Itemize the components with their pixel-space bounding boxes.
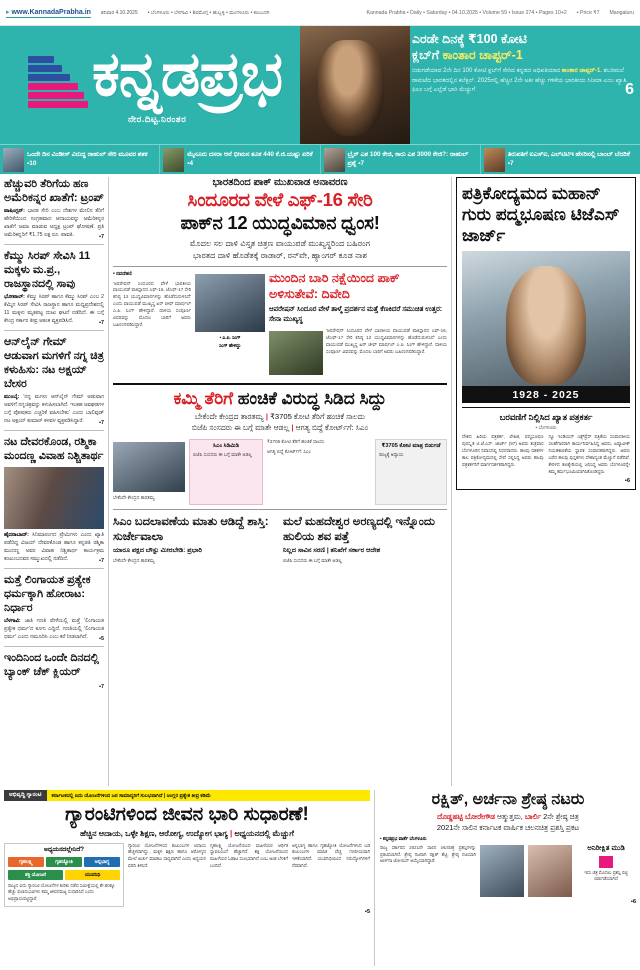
- awards-sidebar-body: ಇದು ಚಿತ್ರ ಮೊದಲು ಪ್ರಶಸ್ತಿ ಪಟ್ಟಿ ಬಿಡುಗಡೆಯಾಗಿದೆ: [584, 869, 628, 882]
- story-headline: ನಟ ದೇವರಕೊಂಡ, ರಶ್ಮಿಕಾ ಮಂದಣ್ಣ ವಿವಾಹ ನಿಶ್ಚಿತಾರ್ಥ: [4, 435, 104, 463]
- teaser-item[interactable]: ಮೈಸೂರು ದಸರಾ ಆನೆ ಭೀಮನ ತೂಕ 440 ಕೆ.ಜಿ.ಯಷ್ಟು ಏರಿಕೆ ▪4: [160, 145, 320, 174]
- story-page: 7: [101, 233, 104, 240]
- obituary-headline: ಪತ್ರಿಕೋದ್ಯಮದ ಮಹಾನ್ ಗುರು ಪದ್ಮಭೂಷಣ ಟಿಜೆಎಸ್ ಜಾರ್ಜ್: [462, 184, 620, 246]
- pink-box-title: ಸಿಎಂ ಸಿಡಿಮಿಡಿ: [213, 443, 239, 450]
- guarantee-page-ref: ▪5: [364, 908, 370, 915]
- obituary-block[interactable]: [456, 177, 636, 490]
- edition-place: Mangaluru: [609, 9, 634, 16]
- issue-meta: Kannada Prabha • Daily • Saturday • 04.10.2025 • Volume 59 • Issue 274 • Pages 10+2: [366, 9, 567, 16]
- lead-subhead-2: ಭಾರತದ ದಾಳಿ ಹೊಡೆತಕ್ಕೆ ರಾಡಾರ್, ರನ್‌ವೇ, ಹ್ಯಾಂಗರ್ ಕೂಡ ನಾಶ: [192, 251, 368, 261]
- lead-headline[interactable]: [113, 189, 447, 234]
- teaser-strip: [0, 144, 640, 174]
- cm-photo: [113, 442, 185, 492]
- awards-headline: ರಕ್ಷಿತ್, ಅರ್ಚನಾ ಶ್ರೇಷ್ಠ ನಟರು: [431, 791, 585, 808]
- teaser-page: 7: [360, 159, 365, 167]
- survey-text-columns: [128, 843, 370, 907]
- twin-headlines: [113, 515, 447, 568]
- sub-c: ಬಿಜೆಪಿ ಸಂಸದರು ಈ ಬಗ್ಗೆ ಮಾತೇ ಆಡಲ್ಲ: [191, 423, 290, 433]
- story-dateline: ಹೈದರಾಬಾದ್:: [4, 532, 29, 539]
- guarantee-story[interactable]: [4, 790, 370, 966]
- story-body: ಕೆಮ್ಮು ಸಿರಪ್ ಹಾಗೂ ಕೆಮ್ಮು ಸಿರಪ್ ಎಂಬ 2 ಕೆಮ್ಮಿನ ಸಿರಪ್ ಸೇವಿಸಿ ರಾಜಸ್ಥಾನ ಹಾಗೂ ಮಧ್ಯಪ್ರದೇಶದಲ್ಲಿ 11 ಮಕ್ಕಳು ಮೃತಪಟ್ಟ ದುಃಖ ಘಟನೆ ನಡೆದಿದೆ. ಈ ಬಗ್ಗೆ ಕೇಂದ್ರ ಸರ್ಕಾರ ತೀವ್ರ ಆತಂಕ ವ್ಯಕ್ತಪಡಿಸಿದೆ.: [4, 294, 104, 324]
- obituary-portrait: [462, 251, 630, 403]
- guarantee-headline: ಗ್ಯಾರಂಟಿಗಳಿಂದ ಜೀವನ ಭಾರಿ ಸುಧಾರಣೆ!: [65, 804, 309, 825]
- awards-sidebar: [576, 845, 636, 897]
- story-dateline: ಮುಂಬೈ:: [4, 394, 20, 401]
- left-story[interactable]: ಇಂದಿನಿಂದ ಒಂದೇ ದಿನದಲ್ಲಿ ಬ್ಯಾಂಕ್ ಚೆಕ್ ಕ್ಲಿಯರ್ ▪7: [4, 651, 104, 691]
- left-story[interactable]: ಹೆಚ್ಚುವರಿ ತೆರಿಗೆಯ ಹಣ ಅಮೆರಿಕನ್ನರ ಖಾತೆಗೆ: ಟ್ರಂಪ್ ವಾಷಿಂಗ್ಟನ್: ಭಾರತ ಸೇರಿ ಎಂಬ ದೇಶಗಳ ಮೇಲಿನ ತೆರಿಗೆ ಹೇರಿಕೆಯಿಂದ ಸಂಗ್ರಹವಾದ ಆದಾಯವನ್ನು ಅಮೆರಿಕನ್ನರ ಖಾತೆಗೆ ಜಮಾ ಮಾಡುವ ಅಧ್ಯಕ್ಷ ಟ್ರಂಪ್ ಘೋಷಣೆ. ಪ್ರತಿ ಅಮೆರಿಕನ್ನರಿಗೆ ₹1.75 ಲಕ್ಷ ರೂ. ಪಾವತಿ. ▪7: [4, 177, 104, 245]
- website-url[interactable]: ▸ www.KannadaPrabha.in: [6, 8, 91, 16]
- cm-photo-col: [113, 439, 185, 505]
- awards-subhead: [380, 812, 636, 833]
- main-content-grid: [0, 174, 640, 786]
- second-lead-black: ಹಂಚಿಕೆ ವಿರುದ್ಧ ಸಿಡಿದ ಸಿದ್ದು: [233, 388, 387, 408]
- teaser-item[interactable]: ಬ್ರೈಕ್ ಎಶ 100 ಕೇಜಿ, ಕಾರು ಎಶ 3000 ಕೇಜಿ?: ರಾಹುಲ್ ಪ್ರಶ್ನೆ ▪7: [321, 145, 481, 174]
- left-story[interactable]: ಮತ್ತೆ ಲಿಂಗಾಯತ ಪ್ರತ್ಯೇಕ ಧರ್ಮಕ್ಕಾಗಿ ಹೋರಾಟ: ನಿರ್ಧಾರ ಬೆಳಗಾವಿ: ಜಾತಿ ಗಣತಿ ವೇಳೆಯಲ್ಲಿ ಮತ್ತೆ 'ಲಿಂಗಾಯತ ಪ್ರತ್ಯೇಕ ಧರ್ಮ'ದ ಕೂಗು ಎದ್ದಿದೆ. ಗಣತಿಯಲ್ಲಿ 'ಲಿಂಗಾಯತ ಧರ್ಮ' ಎಂದು ನಮೂದಿಸಿ ಎಂಬ ಕರೆ ನೀಡಲಾಗಿದೆ. ▪5: [4, 573, 104, 647]
- story-body: ಭಾರತ ಸೇರಿ ಎಂಬ ದೇಶಗಳ ಮೇಲಿನ ತೆರಿಗೆ ಹೇರಿಕೆಯಿಂದ ಸಂಗ್ರಹವಾದ ಆದಾಯವನ್ನು ಅಮೆರಿಕನ್ನರ ಖಾತೆಗೆ ಜಮಾ ಮಾಡುವ ಅಧ್ಯಕ್ಷ ಟ್ರಂಪ್ ಘೋಷಣೆ. ಪ್ರತಿ ಅಮೆರಿಕನ್ನರಿಗೆ ₹1.75 ಲಕ್ಷ ರೂ. ಪಾವತಿ.: [4, 208, 104, 238]
- survey-col-1: ಗ್ಯಾರಂಟಿ ಯೋಜನೆಗಳಿಂದ ಕುಟುಂಬಗಳ ಆದಾಯ ಹೆಚ್ಚಳವಾಗಿದ್ದು, ಮಕ್ಕಳ ಶಿಕ್ಷಣ ಹಾಗೂ ಆರೋಗ್ಯದ ಮೇಲೆ ಖರ್ಚು ಮಾಡಲು ಸಾಧ್ಯವಾಗಿದೆ ಎಂದು ಅಧ್ಯಯನ ವರದಿ ತಿಳಿಸಿದೆ.: [128, 842, 206, 868]
- survey-col-2: ಗೃಹಲಕ್ಷ್ಮಿ ಯೋಜನೆಯಿಂದ ಮಹಿಳೆಯರ ಆರ್ಥಿಕ ಸ್ವಾವಲಂಬನೆ ಹೆಚ್ಚಾಗಿದೆ. ಶಕ್ತಿ ಯೋಜನೆಯಿಂದ ಮಹಿಳೆಯರ ಓಡಾಟ ಸುಲಭವಾಗಿದೆ ಎಂಬ ಅಂಶ ಬೆಳಕಿಗೆ ಬಂದಿದೆ.: [210, 842, 288, 868]
- obituary-byline: • ಬೆಂಗಳೂರು: [535, 426, 557, 432]
- promo-line-2a: ಕ್ಲಬ್‌ಗೆ: [412, 47, 443, 62]
- awards-byline: • ಕನ್ನಡಪ್ರಭ ವಾರ್ತೆ ಬೆಂಗಳೂರು: [380, 835, 427, 841]
- survey-box: [4, 843, 124, 907]
- scheme-chip: ಶಕ್ತಿ ಯೋಜನೆ: [8, 870, 63, 880]
- grey-callout-box: [375, 439, 447, 505]
- awards-sidebar-title: ಅನಿರೀಕ್ಷಿತ ಮುಡಿ: [587, 844, 625, 852]
- photo-caption: • ಎ.ಪಿ. ಸಿಂಗ್: [219, 334, 241, 340]
- awards-body: ರಾಜ್ಯ ಸರ್ಕಾರದ 2021ನೇ ಸಾಲಿನ ಚಲನಚಿತ್ರ ಪ್ರಶಸ್ತಿಗಳನ್ನು ಪ್ರಕಟಿಸಲಾಗಿದೆ. ಶ್ರೇಷ್ಠ ನಟನಾಗಿ ರಕ್ಷಿತ್ ಶೆಟ್ಟಿ, ಶ್ರೇಷ್ಠ ನಟಿಯಾಗಿ ಅರ್ಚನಾ ಜೋಯಿಸ್ ಆಯ್ಕೆಯಾಗಿದ್ದಾರೆ.: [380, 844, 476, 864]
- twin-headline-left: ಸಿಎಂ ಬದಲಾವಣೆಯ ಮಾತು ಆಡಿದ್ದೆ ಶಾಸ್ತಿ: ಸುರ್ಜೇವಾಲಾ: [113, 516, 269, 543]
- scheme-chip-row-2: [8, 870, 120, 880]
- teaser-page: 10: [29, 159, 37, 167]
- teaser-text: ಮೈಸೂರು ದಸರಾ ಆನೆ ಭೀಮನ ತೂಕ 440 ಕೆ.ಜಿ.ಯಷ್ಟು ಏರಿಕೆ: [187, 151, 313, 159]
- promo-line-1: ಎರಡೇ ದಿನಕ್ಕೆ ₹100 ಕೋಟಿ: [412, 32, 527, 46]
- second-lead-body-2: ಆಗತ್ಯ ಬಿದ್ದೆ ಕೋರ್ಟ್‌ಗೆ: ಸಿಎಂ: [267, 449, 311, 455]
- second-lead-body-col: [267, 439, 371, 505]
- second-lead-body: ₹3705 ಕೋಟಿ ತೆರಿಗೆ ಹಂಚಿಕೆ ಸಾಲದು: [267, 439, 325, 445]
- guarantee-badges: [4, 790, 370, 801]
- teaser-text: ತಿರುಪತಿಗೆ ಐಎಸ್‌ಐ, ಎಲ್‌ಟಿಟಿಇ ಹೆಸರಿನಲ್ಲಿ ಬಾಂಬ್ ಬೆದರಿಕೆ: [507, 151, 631, 159]
- section-divider: [113, 383, 447, 385]
- twin-story-right[interactable]: [283, 515, 447, 568]
- story-body: ಜಾತಿ ಗಣತಿ ವೇಳೆಯಲ್ಲಿ ಮತ್ತೆ 'ಲಿಂಗಾಯತ ಪ್ರತ್ಯೇಕ ಧರ್ಮ'ದ ಕೂಗು ಎದ್ದಿದೆ. ಗಣತಿಯಲ್ಲಿ 'ಲಿಂಗಾಯತ ಧರ್ಮ' ಎಂದು ನಮೂದಿಸಿ ಎಂಬ ಕರೆ ನೀಡಲಾಗಿದೆ.: [4, 618, 104, 640]
- publication-date-kn: ಶನಿವಾರ 4.10.2025: [100, 9, 138, 16]
- teaser-thumbnail: [484, 148, 505, 172]
- second-lead-subhead: ಬೇಕೆಂದೇ ಕೇಂದ್ರದ ತಾರತಮ್ಯ | ₹3705 ಕೋಟಿ ತೆರಿಗೆ ಹಂಚಿಕೆ ಸಾಲದು ಬಿಜೆಪಿ ಸಂಸದರು ಈ ಬಗ್ಗೆ ಮಾತೇ ಆಡಲ್ಲ | ಆಗತ್ಯ ಬಿದ್ದೆ ಕೋರ್ಟ್‌ಗೆ: ಸಿಎಂ: [191, 412, 369, 433]
- awards-sub-e: 2021ನೇ ಸಾಲಿನ ಕರ್ನಾಟಕ ವಾರ್ಷಿಕ ಚಲನಚಿತ್ರ ಪ್ರಶಸ್ತಿ ಪ್ರಕಟ: [436, 822, 580, 832]
- masthead-film-photo: [300, 26, 410, 144]
- guarantee-sub-b: ಅಧ್ಯಯನದಲ್ಲಿ ಮೆಚ್ಚುಗೆ: [234, 828, 294, 838]
- survey-box-body: ರಾಜ್ಯದ ಐದು ಗ್ಯಾರಂಟಿ ಯೋಜನೆಗಳ ಕುರಿತು ನಡೆದ ಸಮೀಕ್ಷೆಯಲ್ಲಿ ಶೇ.80ಕ್ಕೂ ಹೆಚ್ಚು ಫಲಾನುಭವಿಗಳು ತಮ್ಮ ಜೀವನಮಟ್ಟ ಸುಧಾರಿಸಿದೆ ಎಂದು ಅಭಿಪ್ರಾಯಪಟ್ಟಿದ್ದಾರೆ.: [8, 882, 115, 902]
- survey-box-title: ಅಧ್ಯಯನದಲ್ಲೇನಿದೆ?: [44, 846, 84, 853]
- twin-dek-left: ಯಾರೂ ಪಕ್ಷದ ಬೌಸ್ಟು ಮೀರಬೇಡಿ: ಪ್ರಭಾರಿ: [113, 546, 203, 554]
- awards-sub-b: ಆತ್ಮುತ್ತಮ,: [494, 812, 525, 822]
- second-lead-columns: [113, 439, 447, 505]
- twin-dek-right: ನಿಲ್ಲದ ಸಾವಿನ ಸರಣಿ | ತನಿಖೆಗೆ ಸರ್ಕಾರ ಆದೇಶ: [283, 546, 381, 554]
- lead-headline-line-1: ಸಿಂದೂರದ ವೇಳೆ ಎಫ್-16 ಸೇರಿ: [187, 189, 373, 210]
- section-divider-thin: [113, 509, 447, 510]
- teaser-page: 4: [189, 159, 194, 167]
- story-page: 5: [101, 635, 104, 642]
- lead-kicker: ಭಾರತದಿಂದ ಪಾಕ್ ಮುಖವಾಡ ಅನಾವರಣ: [212, 177, 348, 188]
- scheme-chip: ಗೃಹಜ್ಯೋತಿ: [46, 857, 82, 867]
- sub-b: ₹3705 ಕೋಟಿ ತೆರಿಗೆ ಹಂಚಿಕೆ ಸಾಲದು: [270, 412, 366, 422]
- teaser-thumbnail: [163, 148, 184, 172]
- top-info-bar: [0, 0, 640, 26]
- left-column: [4, 177, 104, 786]
- scheme-chip: ಅನ್ನಭಾಗ್ಯ: [84, 857, 120, 867]
- film-awards-story[interactable]: [374, 790, 636, 966]
- lead-col-photo: [195, 271, 265, 378]
- edition-list: • ಬೆಂಗಳೂರು • ಬೆಳಗಾವಿ • ಶಿವಮೊಗ್ಗ • ಹುಬ್ಬಳ್ಳಿ • ಮಂಗಳೂರು • ಕಲಬುರಗಿ: [147, 9, 270, 16]
- awards-sub-a: ದೊಡ್ಡಹಟ್ಟಿ ಬೋರೇಗೌಡ: [437, 812, 495, 822]
- obituary-para-1: ದೇಶದ ಹಿರಿಯ ಪತ್ರಕರ್ತ, ಲೇಖಕ, ಪದ್ಮಭೂಷಣ ಪುರಸ್ಕೃತ ಟಿ.ಜೆ.ಎಸ್. ಜಾರ್ಜ್ (97) ಅವರು ಶುಕ್ರವಾರ ಬೆಂಗಳೂರಿನ ನಿವಾಸದಲ್ಲಿ ನಿಧನರಾದರು. ಹಲವು ದಶಕಗಳ ಕಾಲ ಪತ್ರಿಕೋದ್ಯಮದಲ್ಲಿ ಸೇವೆ ಸಲ್ಲಿಸಿದ್ದ ಅವರು ಹಲವು ಪತ್ರಕರ್ತರಿಗೆ ಮಾರ್ಗದರ್ಶಕರಾಗಿದ್ದರು.: [462, 434, 544, 468]
- obituary-page-ref: ▪6: [624, 478, 630, 485]
- obituary-caption: ಬರವಣಿಗೆ ನಿಲ್ಲಿಸಿದ ಖ್ಯಾತ ಪತ್ರಕರ್ತ: [462, 407, 630, 423]
- actor-photo-female: [528, 845, 572, 897]
- obituary-para-2: ನ್ಯೂ ಇಂಡಿಯನ್ ಎಕ್ಸ್‌ಪ್ರೆಸ್ ಪತ್ರಿಕೆಯ ಸಂಪಾದಕೀಯ ಸಲಹೆಗಾರರಾಗಿ ಕಾರ್ಯನಿರ್ವಹಿಸಿದ್ದ ಅವರು, ಏಷ್ಯಾವೀಕ್ ನಿಯತಕಾಲಿಕೆಯ ಸ್ಥಾಪಕ ಸಂಪಾದಕರಾಗಿದ್ದರು. ಅವರು ಬರೆದ ಹಲವು ಪುಸ್ತಕಗಳು ದೇಶಾದ್ಯಂತ ಮೆಚ್ಚುಗೆ ಪಡೆದಿವೆ. ಕೇರಳದ ತಲಶ್ಶೇರಿಯಲ್ಲಿ ಜನಿಸಿದ್ದ ಅವರು ಬೆಂಗಳೂರನ್ನೇ ತಮ್ಮ ಕರ್ಮಭೂಮಿಯಾಗಿಸಿಕೊಂಡಿದ್ದರು.: [548, 434, 630, 475]
- twin-body-right: ಬಿಜೆಪಿ ಸಂಸದರು ಈ ಬಗ್ಗೆ ಮಾತೇ ಆಡಲ್ಲ: [283, 558, 342, 564]
- survey-panel: [4, 843, 370, 907]
- awards-photos-row: [380, 845, 636, 897]
- obituary-years: 1928 - 2025: [462, 386, 630, 403]
- survey-col-3: ಅನ್ನಭಾಗ್ಯ ಹಾಗೂ ಗೃಹಜ್ಯೋತಿ ಯೋಜನೆಗಳಿಂದ ಬಡ ಕುಟುಂಬಗಳ ಮಾಸಿಕ ವೆಚ್ಚ ಗಣನೀಯವಾಗಿ ಇಳಿಕೆಯಾಗಿದೆ. ಯುವನಿಧಿಯಿಂದ ನಿರುದ್ಯೋಗಿಗಳಿಗೆ ನೆರವಾಗಿದೆ.: [292, 842, 370, 868]
- lead-col-1: [113, 271, 191, 378]
- teaser-thumbnail: [3, 148, 24, 172]
- story-headline: ಆನ್‌ಲೈನ್ ಗೇಮ್ ಆಡುವಾಗ ಮಗಳಿಗೆ ನಗ್ನ ಚಿತ್ರ ಕಳುಹಿಸು: ನಟ ಅಕ್ಷಯ್ ಬೇಸರ: [4, 335, 104, 391]
- afchief-photo: [195, 274, 265, 332]
- twin-body-left: ಬೇಕೆಂದೇ ಕೇಂದ್ರದ ತಾರತಮ್ಯ: [113, 558, 155, 564]
- bottom-section: [0, 786, 640, 970]
- awards-sub-c: ಬಾರ್ಲಿ: [524, 812, 542, 822]
- story-page: 7: [101, 684, 104, 691]
- lead-headline-line-2: ಪಾಕ್‌ನ 12 ಯುದ್ಧವಿಮಾನ ಧ್ವಂಸ!: [180, 211, 380, 233]
- story-page: 7: [101, 420, 104, 427]
- obituary-body: [462, 434, 630, 476]
- masthead-promo[interactable]: [412, 32, 636, 99]
- teaser-text: ಬ್ರೈಕ್ ಎಶ 100 ಕೇಜಿ, ಕಾರು ಎಶ 3000 ಕೇಜಿ?: ರಾಹುಲ್ ಪ್ರಶ್ನೆ: [347, 151, 469, 167]
- masthead: [0, 26, 640, 144]
- story-photo: [4, 467, 104, 529]
- secondary-story[interactable]: [269, 271, 447, 378]
- story-page: 7: [101, 319, 104, 326]
- grey-box-title: ₹3705 ಕೋಟಿ ಮಾತ್ರ ಬಿಡುಗಡೆ: [381, 443, 441, 450]
- pink-box-body: ಬಿಜೆಪಿ ಸಂಸದರು ಈ ಬಗ್ಗೆ ಮಾತೇ ಆಡಲ್ಲ: [193, 452, 252, 458]
- teaser-item[interactable]: ಒಂದೇ ದಿನ ವಿಂಡೀಸ್ ವಿರುದ್ಧ ರಾಹುಲ್ ಸೇರಿ ಮೂವರ ಶತಕ ▪10: [0, 145, 160, 174]
- sub-a: ಬೇಕೆಂದೇ ಕೇಂದ್ರದ ತಾರತಮ್ಯ: [194, 412, 264, 422]
- awards-sub-d: 2ನೇ ಶ್ರೇಷ್ಠ ಚಿತ್ರ: [541, 812, 579, 822]
- promo-body-b: . ಶಬರಿಮಲೆ ರಾಮಟೆದ ಭಾರತದಲ್ಲಿನ ಕಲೆಕ್ಷನ್. 2025ರಲ್ಲಿ ಹೆಚ್ಚಿನ 2ನೇ ಅತೀ ಹೆಚ್ಚು ಗಳಿಕೆಯ ಭಾರತೀಯ ಸಿನಿಮಾ ಎಂಬ ಖ್ಯಾತಿ. ಫಿಲಂ ಬಗ್ಗೆ ಎಲ್ಲೆಡೆ ಭಾರಿ ಮೆಚ್ಚುಗೆ: [412, 68, 628, 93]
- lead-body-text: 'ಆಪರೇಷನ್ ಸಿಂದೂರದ ವೇಳೆ ಭಾರತೀಯ ವಾಯುಪಡೆ ಪಾಕಿಸ್ತಾನದ ಎಫ್-16, ಜೆಎಫ್-17 ಸೇರಿ ಕನಿಷ್ಠ 12 ಯುದ್ಧವಿಮಾನಗಳನ್ನು ಹೊಡೆದುರುಳಿಸಿದೆ' ಎಂದು ವಾಯುಪಡೆ ಮುಖ್ಯಸ್ಥ ಏರ್ ಚೀಫ್ ಮಾರ್ಷಲ್ ಎ.ಪಿ. ಸಿಂಗ್ ಹೇಳಿದ್ದಾರೆ. ದಾಳಿಯ ಸಂಪೂರ್ಣ ವಿವರವನ್ನು ಮೊದಲ ಬಾರಿಗೆ ಅವರು ಬಹಿರಂಗಪಡಿಸಿದ್ದಾರೆ.: [113, 280, 191, 328]
- promo-body-highlight: ಕಾಂತಾರ ಚಾಪ್ಟರ್-1: [561, 68, 601, 75]
- sing-quote-label: ಸಿಂಗ್ ಹೇಳಿದ್ದು: [219, 342, 241, 348]
- lead-byline: • ನವದೆಹಲಿ: [113, 270, 133, 277]
- secondary-headline: ಮುಂದಿನ ಬಾರಿ ನಕ್ಷೆಯಿಂದ ಪಾಕ್ ಅಳಿಸುತೇವೆ: ದಿವೇದಿ: [269, 270, 400, 301]
- twin-story-left[interactable]: [113, 515, 277, 568]
- lead-story-columns: [113, 271, 447, 378]
- promo-page-number: 6: [625, 81, 634, 99]
- lead-subhead-1: ಮೊದಲ ಸಲ ದಾಳಿ ವಿಸ್ತೃತ ಚಿತ್ರಣ ವಾಯುಪಡೆ ಮುಖ್ಯಸ್ಥರಿಂದ ಬಹಿರಂಗ: [189, 239, 371, 249]
- story-headline: ಹೆಚ್ಚುವರಿ ತೆರಿಗೆಯ ಹಣ ಅಮೆರಿಕನ್ನರ ಖಾತೆಗೆ: ಟ್ರಂಪ್: [4, 178, 104, 205]
- right-column: [456, 177, 636, 786]
- story-body: ಸಿನಿಮಾರಂಗದ ಪ್ರೇಮಿಗಳು ಎಂದು ಖ್ಯಾತಿ ಪಡೆದಿದ್ದ ವಿಜಯ್ ದೇವರಕೊಂಡ ಹಾಗೂ ಕನ್ನಡತಿ ರಶ್ಮಿಕಾ ಮಂದಣ್ಣ ಅವರ ವಿವಾಹ ನಿಶ್ಚಿತಾರ್ಥ ಕಾರ್ಯಕ್ರಮ ಕುಟುಂಬದವರ ಸಮ್ಮುಖದಲ್ಲಿ ನಡೆದಿದೆ.: [4, 532, 104, 562]
- masthead-tagline: ನೇರ.ದಿಟ್ಟ.ನಿರಂತರ: [128, 114, 187, 124]
- secondary-body-text: 'ಆಪರೇಷನ್ ಸಿಂದೂರದ ವೇಳೆ ಭಾರತೀಯ ವಾಯುಪಡೆ ಪಾಕಿಸ್ತಾನದ ಎಫ್-16, ಜೆಎಫ್-17 ಸೇರಿ ಕನಿಷ್ಠ 12 ಯುದ್ಧವಿಮಾನಗಳನ್ನು ಹೊಡೆದುರುಳಿಸಿದೆ' ಎಂದು ವಾಯುಪಡೆ ಮುಖ್ಯಸ್ಥ ಏರ್ ಚೀಫ್ ಮಾರ್ಷಲ್ ಎ.ಪಿ. ಸಿಂಗ್ ಹೇಳಿದ್ದಾರೆ. ದಾಳಿಯ ಸಂಪೂರ್ಣ ವಿವರವನ್ನು ಮೊದಲ ಬಾರಿಗೆ ಅವರು ಬಹಿರಂಗಪಡಿಸಿದ್ದಾರೆ.: [326, 327, 447, 354]
- grey-box-body: ರಾಜ್ಯಕ್ಕೆ ಅನ್ಯಾಯ: [379, 452, 404, 458]
- pink-callout-box: [189, 439, 263, 505]
- teaser-page: 7: [510, 159, 514, 167]
- actor-photo-male: [480, 845, 524, 897]
- badge-dark: ಅಭಿವೃದ್ಧಿ ಗ್ಯಾರಂಟಿ: [4, 790, 47, 801]
- scheme-chip: ಯುವನಿಧಿ: [65, 870, 120, 880]
- second-lead-red: ಕಮ್ಮಿ ತೆರಿಗೆ: [173, 388, 234, 408]
- story-dateline: ಬೆಳಗಾವಿ:: [4, 618, 21, 625]
- story-headline: ಕೆಮ್ಮು ಸಿರಪ್ ಸೇವಿಸಿ 11 ಮಕ್ಕಳು ಮ.ಪ್ರ., ರಾಜಸ್ಥಾನದಲ್ಲಿ ಸಾವು: [4, 249, 91, 291]
- story-page: 7: [101, 557, 104, 564]
- story-dateline: ವಾಷಿಂಗ್ಟನ್:: [4, 208, 25, 215]
- left-story[interactable]: ಕೆಮ್ಮು ಸಿರಪ್ ಸೇವಿಸಿ 11 ಮಕ್ಕಳು ಮ.ಪ್ರ., ರಾಜಸ್ಥಾನದಲ್ಲಿ ಸಾವು ಭೋಪಾಲ್: ಕೆಮ್ಮು ಸಿರಪ್ ಹಾಗೂ ಕೆಮ್ಮು ಸಿರಪ್ ಎಂಬ 2 ಕೆಮ್ಮಿನ ಸಿರಪ್ ಸೇವಿಸಿ ರಾಜಸ್ಥಾನ ಹಾಗೂ ಮಧ್ಯಪ್ರದೇಶದಲ್ಲಿ 11 ಮಕ್ಕಳು ಮೃತಪಟ್ಟ ದುಃಖ ಘಟನೆ ನಡೆದಿದೆ. ಈ ಬಗ್ಗೆ ಕೇಂದ್ರ ಸರ್ಕಾರ ತೀವ್ರ ಆತಂಕ ವ್ಯಕ್ತಪಡಿಸಿದೆ. ▪7: [4, 249, 104, 331]
- cm-body: ಬೇಕೆಂದೇ ಕೇಂದ್ರದ ತಾರತಮ್ಯ: [113, 495, 155, 501]
- story-dateline: ಭೋಪಾಲ್:: [4, 294, 25, 301]
- sub-d: ಆಗತ್ಯ ಬಿದ್ದೆ ಕೋರ್ಟ್‌ಗೆ: ಸಿಎಂ: [295, 423, 369, 433]
- price-label: • Price ₹7: [576, 9, 600, 16]
- story-headline: ಮತ್ತೆ ಲಿಂಗಾಯತ ಪ್ರತ್ಯೇಕ ಧರ್ಮಕ್ಕಾಗಿ ಹೋರಾಟ: ನಿರ್ಧಾರ: [4, 573, 91, 615]
- teaser-text: ಒಂದೇ ದಿನ ವಿಂಡೀಸ್ ವಿರುದ್ಧ ರಾಹುಲ್ ಸೇರಿ ಮೂವರ ಶತಕ: [27, 151, 148, 159]
- left-story[interactable]: ನಟ ದೇವರಕೊಂಡ, ರಶ್ಮಿಕಾ ಮಂದಣ್ಣ ವಿವಾಹ ನಿಶ್ಚಿತಾರ್ಥ ಹೈದರಾಬಾದ್: ಸಿನಿಮಾರಂಗದ ಪ್ರೇಮಿಗಳು ಎಂದು ಖ್ಯಾತಿ ಪಡೆದಿದ್ದ ವಿಜಯ್ ದೇವರಕೊಂಡ ಹಾಗೂ ಕನ್ನಡತಿ ರಶ್ಮಿಕಾ ಮಂದಣ್ಣ ಅವರ ವಿವಾಹ ನಿಶ್ಚಿತಾರ್ಥ ಕಾರ್ಯಕ್ರಮ ಕುಟುಂಬದವರ ಸಮ್ಮುಖದಲ್ಲಿ ನಡೆದಿದೆ. ▪7: [4, 435, 104, 569]
- guarantee-subhead: ಹೆಚ್ಚಿನ ಆದಾಯ, ಒಳ್ಳೇ ಶಿಕ್ಷಣ, ಆರೋಗ್ಯ, ಉದ್ಯೋಗ ಭಾಗ್ಯ | ಅಧ್ಯಯನದಲ್ಲಿ ಮೆಚ್ಚುಗೆ: [80, 828, 294, 838]
- promo-line-2b: ಕಾಂತಾರ ಚಾಪ್ಟರ್-1: [442, 47, 523, 62]
- quote-icon: [599, 856, 613, 868]
- secondary-subhead: ಆಪರೇಷನ್ ಸಿಂದೂರ ವೇಳೆ ತಾಳ್ಮೆ ಪ್ರದರ್ಶನ ಮತ್ತೆ ಕೆಣಕಿದರೆ ಸಮುಚಿತ ಉತ್ತರ: ಸೇನಾ ಮುಖ್ಯಸ್ಥ: [269, 306, 443, 323]
- scheme-chip: ಗೃಹಲಕ್ಷ್ಮಿ: [8, 857, 44, 867]
- masthead-title: ಕನ್ನಡಪ್ರಭ: [92, 40, 283, 109]
- army-chief-photo: [269, 331, 323, 375]
- guarantee-sub-a: ಹೆಚ್ಚಿನ ಆದಾಯ, ಒಳ್ಳೇ ಶಿಕ್ಷಣ, ಆರೋಗ್ಯ, ಉದ್ಯೋಗ ಭಾಗ್ಯ: [80, 828, 228, 838]
- logo-icon: [28, 56, 88, 114]
- center-column: [108, 177, 452, 786]
- twin-headline-right: ಮಲೆ ಮಹದೇಶ್ವರ ಅರಣ್ಯದಲ್ಲಿ ಇನ್ನೊಂದು ಹುಲಿಯ ಶವ ಪತ್ತೆ: [283, 516, 435, 543]
- scheme-chip-row: [8, 857, 120, 867]
- promo-body-a: ಬಿಡುಗಡೆಯಾದ 2ನೇ ದಿನ 100 ಕೋಟಿ ಕ್ಲಬ್‌ಗೆ ಸೇರಿದ ಕನ್ನಡದ ಅಧಿಪತಿಯಾದ: [412, 68, 562, 75]
- secondary-body: [326, 328, 447, 378]
- story-headline: ಇಂದಿನಿಂದ ಒಂದೇ ದಿನದಲ್ಲಿ ಬ್ಯಾಂಕ್ ಚೆಕ್ ಕ್ಲಿಯರ್: [4, 651, 99, 678]
- teaser-item[interactable]: ತಿರುಪತಿಗೆ ಐಎಸ್‌ಐ, ಎಲ್‌ಟಿಟಿಇ ಹೆಸರಿನಲ್ಲಿ ಬಾಂಬ್ ಬೆದರಿಕೆ ▪7: [481, 145, 640, 174]
- left-story[interactable]: ಆನ್‌ಲೈನ್ ಗೇಮ್ ಆಡುವಾಗ ಮಗಳಿಗೆ ನಗ್ನ ಚಿತ್ರ ಕಳುಹಿಸು: ನಟ ಅಕ್ಷಯ್ ಬೇಸರ ಮುಂಬೈ: 'ನನ್ನ ಮಗಳು ಆನ್‌ಲೈನ್ ಗೇಮ್ ಆಡುವಾಗ ಅವಳಿಗೆ ನಗ್ನಚಿತ್ರವನ್ನು ಕಳುಹಿಸಲಾಗಿದೆ. ಇಂತಹ ಅವಘಡಗಳ ಬಗ್ಗೆ ಪೋಷಕರು ಎಚ್ಚರಿಕೆ ವಹಿಸಬೇಕು' ಎಂದು ಬಾಲಿವುಡ್ ನಟ ಅಕ್ಷಯ್ ಕುಮಾರ್ ಕಳವಳ ವ್ಯಕ್ತಪಡಿಸಿದ್ದಾರೆ. ▪7: [4, 335, 104, 431]
- teaser-thumbnail: [324, 148, 345, 172]
- lead-subhead: [113, 238, 447, 267]
- second-lead-headline[interactable]: [113, 389, 447, 410]
- story-body: 'ನನ್ನ ಮಗಳು ಆನ್‌ಲೈನ್ ಗೇಮ್ ಆಡುವಾಗ ಅವಳಿಗೆ ನಗ್ನಚಿತ್ರವನ್ನು ಕಳುಹಿಸಲಾಗಿದೆ. ಇಂತಹ ಅವಘಡಗಳ ಬಗ್ಗೆ ಪೋಷಕರು ಎಚ್ಚರಿಕೆ ವಹಿಸಬೇಕು' ಎಂದು ಬಾಲಿವುಡ್ ನಟ ಅಕ್ಷಯ್ ಕುಮಾರ್ ಕಳವಳ ವ್ಯಕ್ತಪಡಿಸಿದ್ದಾರೆ.: [4, 394, 104, 425]
- badge-yellow: ಕರ್ನಾಟಕದಲ್ಲಿ ಐದು ಯೋಜನೆಗಳಿಂದ ಜನ ಸಾಮಾನ್ಯರಿಗೆ ಸುಲಭವಾಗಿದೆ | ಆಂಗ್ಲರ ಪ್ರತ್ಯೇಕ ತೀವ್ರ ಕಡಿಮೆ: [47, 790, 370, 801]
- awards-page-ref: ▪6: [630, 898, 636, 905]
